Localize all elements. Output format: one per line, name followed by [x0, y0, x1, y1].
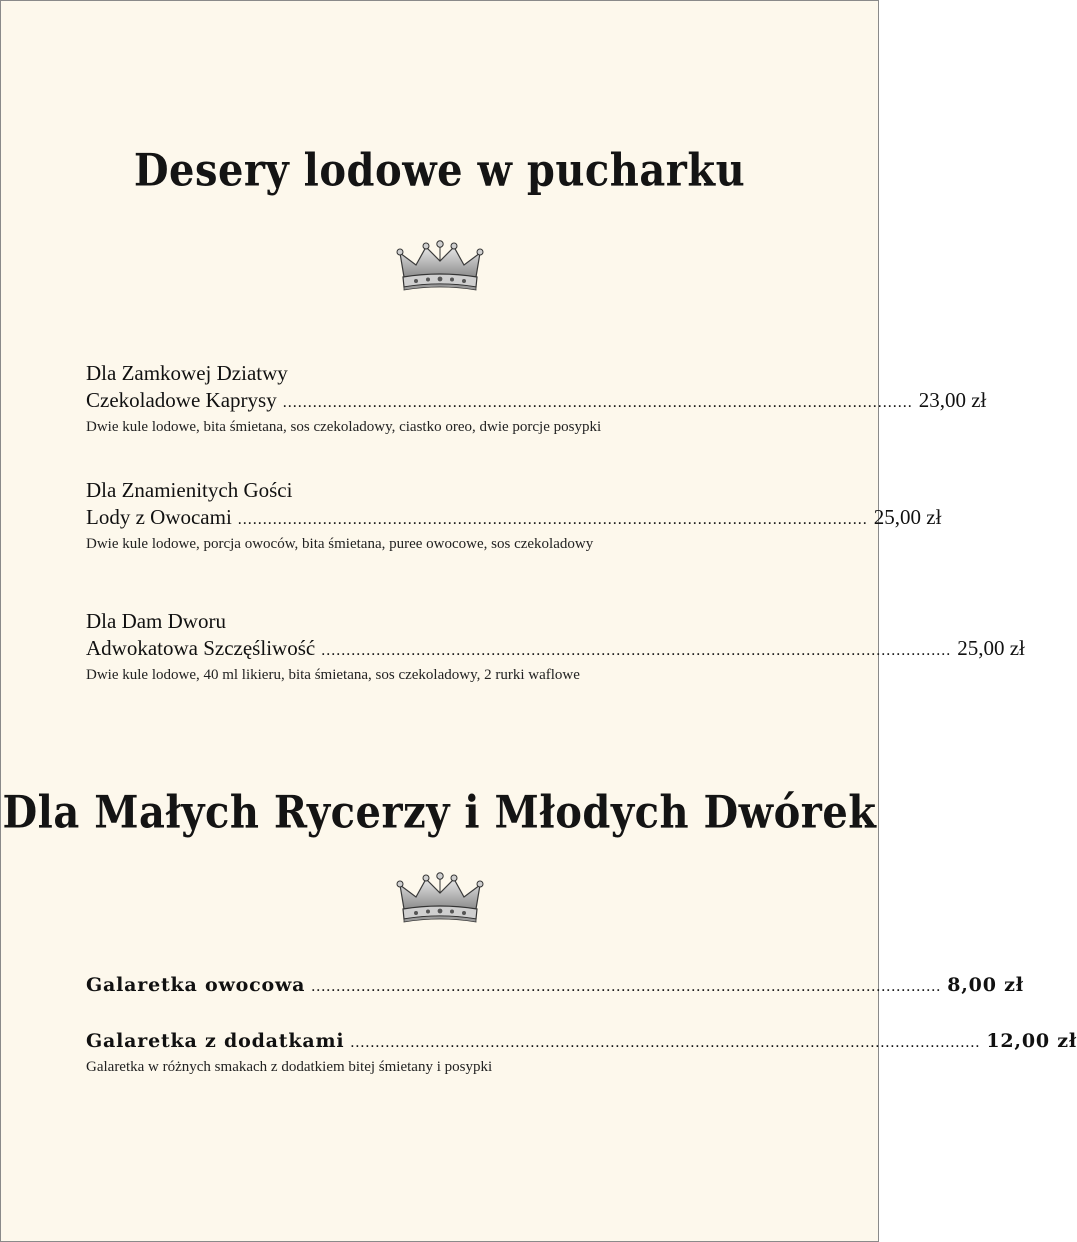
item-description: Dwie kule lodowe, 40 ml likieru, bita śmietana, sos czekoladowy, 2 rurki waflowe — [86, 667, 580, 683]
item-name: Lody z Owocami — [86, 505, 232, 529]
item-name: Galaretka z dodatkami — [86, 1030, 345, 1052]
item-price: 12,00 zł — [986, 1030, 1077, 1052]
menu-item-lody-z-owocami — [86, 477, 942, 554]
section-title-ice-cream-desserts: Desery lodowe w pucharku — [133, 144, 746, 197]
item-name: Czekoladowe Kaprysy — [86, 388, 277, 412]
section-title-kids: Dla Małych Rycerzy i Młodych Dwórek — [2, 786, 877, 839]
item-line — [86, 634, 1025, 665]
menu-item-galaretka-owocowa — [86, 971, 1024, 1001]
item-description: Galaretka w różnych smakach z dodatkiem bitej śmietany i posypki — [86, 1059, 493, 1075]
dot-leader: .............................................................................................................................. — [350, 1034, 981, 1051]
item-line — [86, 1027, 1077, 1057]
item-category: Dla Znamienitych Gości — [86, 478, 293, 502]
item-name: Galaretka owocowa — [86, 974, 306, 996]
item-description: Dwie kule lodowe, porcja owoców, bita śmietana, puree owocowe, sos czekoladowy — [86, 536, 594, 552]
dot-leader: .............................................................................................................................. — [237, 511, 868, 528]
dot-leader: .............................................................................................................................. — [311, 978, 942, 995]
item-description: Dwie kule lodowe, bita śmietana, sos czekoladowy, ciastko oreo, dwie porcje posypki — [86, 419, 602, 435]
item-line — [86, 971, 1024, 1001]
menu-item-czekoladowe-kaprysy — [86, 360, 987, 437]
menu-item-galaretka-z-dodatkami — [86, 1027, 1077, 1077]
item-price: 25,00 zł — [873, 505, 942, 529]
menu-item-adwokatowa-szczesliwosc — [86, 608, 1025, 685]
item-line — [86, 503, 942, 534]
item-price: 23,00 zł — [918, 388, 987, 412]
dot-leader: .............................................................................................................................. — [321, 642, 952, 659]
dot-leader: .............................................................................................................................. — [282, 394, 913, 411]
item-price: 25,00 zł — [957, 636, 1025, 660]
item-category: Dla Dam Dworu — [86, 609, 226, 633]
item-category: Dla Zamkowej Dziatwy — [86, 361, 288, 385]
item-line — [86, 386, 987, 417]
item-price: 8,00 zł — [947, 974, 1024, 996]
item-name: Adwokatowa Szczęśliwość — [86, 636, 316, 660]
crown-icon — [398, 241, 482, 293]
crown-icon — [398, 873, 482, 925]
